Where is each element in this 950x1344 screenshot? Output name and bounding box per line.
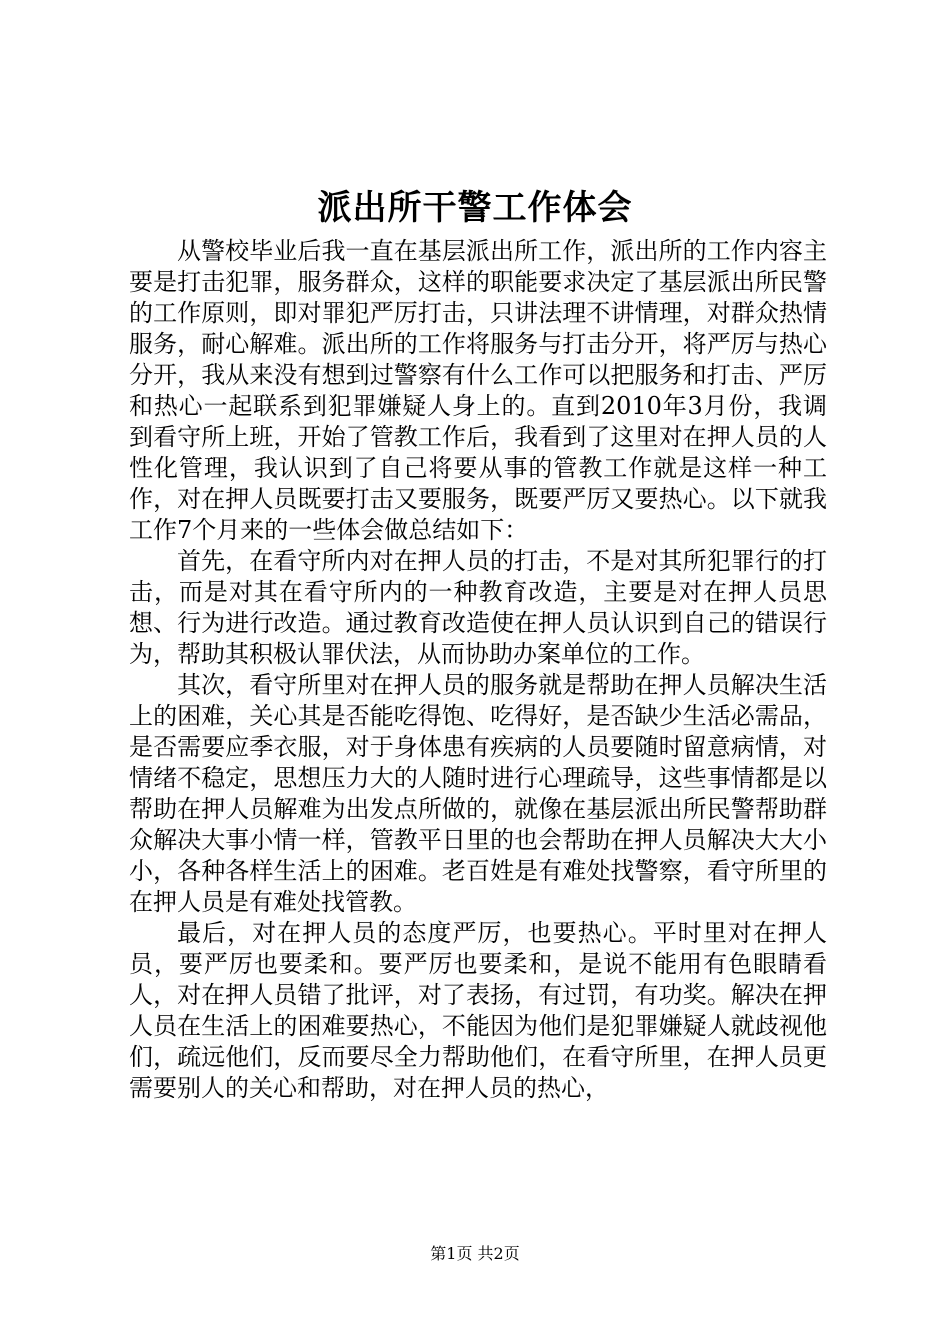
paragraph-last: 最后，对在押人员的态度严厉，也要热心。平时里对在押人员，要严厉也要柔和。要严厉也要柔和，是说不能用有色眼睛看人，对在押人员错了批评，对了表扬，有过罚，有功奖。解决在押人员在生活上的困难要热心，不能因为他们是犯罪嫌疑人就歧视他们，疏远他们，反而要尽全力帮助他们，在看守所里，在押人员更需要别人的关心和帮助，对在押人员的热心， <box>129 919 827 1102</box>
page-footer: 第1页 共2页 <box>430 1244 520 1263</box>
paragraph-first: 首先，在看守所内对在押人员的打击，不是对其所犯罪行的打击，而是对其在看守所内的一种教育改造，主要是对在押人员思想、行为进行改造。通过教育改造使在押人员认识到自己的错误行为，帮助其积极认罪伏法，从而协助办案单位的工作。 <box>129 547 827 668</box>
document-body <box>129 236 827 1104</box>
paragraph-second: 其次，看守所里对在押人员的服务就是帮助在押人员解决生活上的困难，关心其是否能吃得饱、吃得好，是否缺少生活必需品，是否需要应季衣服，对于身体患有疾病的人员要随时留意病情，对情绪不稳定，思想压力大的人随时进行心理疏导，这些事情都是以帮助在押人员解难为出发点所做的，就像在基层派出所民警帮助群众解决大事小情一样，管教平日里的也会帮助在押人员解决大大小小，各种各样生活上的困难。老百姓是有难处找警察，看守所里的在押人员是有难处找管教。 <box>129 671 827 916</box>
document-title: 派出所干警工作体会 <box>317 188 633 228</box>
paragraph-intro: 从警校毕业后我一直在基层派出所工作，派出所的工作内容主要是打击犯罪，服务群众，这样的职能要求决定了基层派出所民警的工作原则，即对罪犯严厉打击，只讲法理不讲情理，对群众热情服务，耐心解难。派出所的工作将服务与打击分开，将严厉与热心分开，我从来没有想到过警察有什么工作可以把服务和打击、严厉和热心一起联系到犯罪嫌疑人身上的。直到2010年3月份，我调到看守所上班，开始了管教工作后，我看到了这里对在押人员的人性化管理，我认识到了自己将要从事的管教工作就是这样一种工作，对在押人员既要打击又要服务，既要严厉又要热心。以下就我工作7个月来的一些体会做总结如下： <box>129 237 827 544</box>
